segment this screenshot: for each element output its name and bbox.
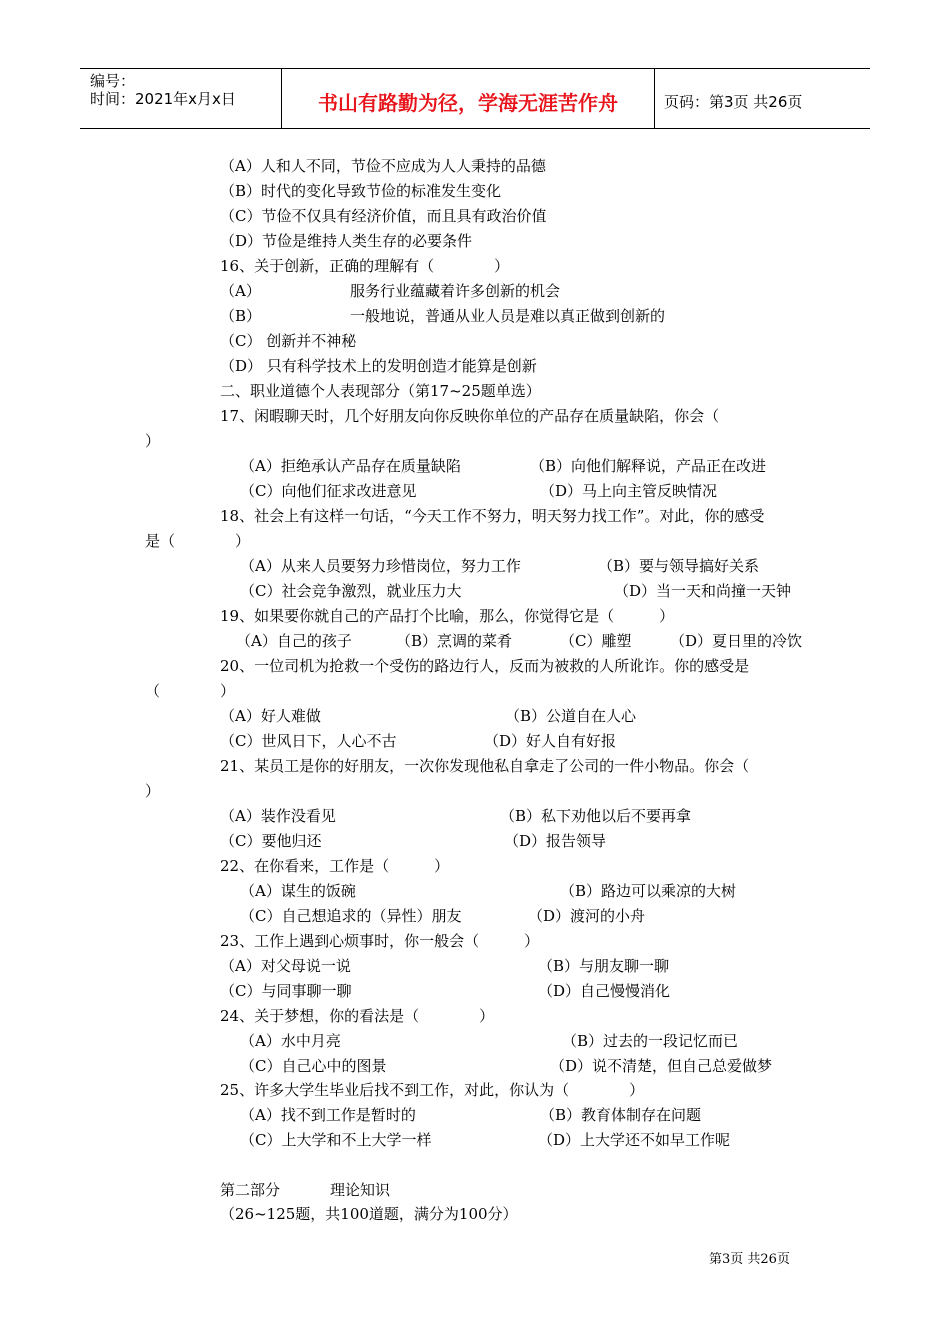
option-line: （D）自己慢慢消化 xyxy=(538,982,671,1000)
option-line: （B）与朋友聊一聊 xyxy=(538,957,670,975)
header-motto: 书山有路勤为径，学海无涯苦作舟 xyxy=(318,91,618,115)
question-20: 20、一位司机为抢救一个受伤的路边行人，反而为被救的人所讹诈。你的感受是 xyxy=(220,657,750,675)
option-text: 一般地说，普通从业人员是难以真正做到创新的 xyxy=(350,307,666,325)
question-17: 17、闲暇聊天时，几个好朋友向你反映你单位的产品存在质量缺陷，你会（ xyxy=(220,407,720,425)
option-line: （A）从来人员要努力珍惜岗位，努力工作 xyxy=(240,557,521,575)
option-line: （C）世风日下，人心不古 xyxy=(220,732,397,750)
part-heading: 第二部分 xyxy=(220,1181,281,1199)
option-line: （B）烹调的菜肴 xyxy=(396,632,513,650)
option-line: （D）马上向主管反映情况 xyxy=(540,482,718,500)
option-line: （A）人和人不同，节俭不应成为人人秉持的品德 xyxy=(220,157,546,175)
option-line: （A）自己的孩子 xyxy=(236,632,352,650)
header-time-label: 时间：2021年x月x日 xyxy=(90,90,236,108)
option-line: （D）当一天和尚撞一天钟 xyxy=(614,582,792,600)
option-line: （A）拒绝承认产品存在质量缺陷 xyxy=(240,457,461,475)
header-top-rule xyxy=(80,68,870,69)
option-line: （A）水中月亮 xyxy=(240,1032,341,1050)
option-line: （C）向他们征求改进意见 xyxy=(240,482,417,500)
question-22: 22、在你看来，工作是（ ） xyxy=(220,857,450,875)
option-line: （D）说不清楚，但自己总爱做梦 xyxy=(550,1057,773,1075)
option-marker: （A） xyxy=(220,282,261,300)
option-marker: （B） xyxy=(220,307,262,325)
option-line: （A）对父母说一说 xyxy=(220,957,351,975)
header-bottom-rule xyxy=(80,128,870,129)
option-line: （A）好人难做 xyxy=(220,707,321,725)
option-line: （B）公道自在人心 xyxy=(505,707,637,725)
section-heading: 二、职业道德个人表现部分（第17~25题单选） xyxy=(220,382,541,400)
option-line: （B）路边可以乘凉的大树 xyxy=(560,882,737,900)
part-heading-title: 理论知识 xyxy=(330,1181,391,1199)
question-16: 16、关于创新，正确的理解有（ ） xyxy=(220,257,510,275)
question-20-cont: （ ） xyxy=(145,682,236,700)
option-line: （C）与同事聊一聊 xyxy=(220,982,352,1000)
option-line: （D）渡河的小舟 xyxy=(528,907,646,925)
option-line: （A）谋生的饭碗 xyxy=(240,882,356,900)
option-text: 服务行业蕴藏着许多创新的机会 xyxy=(350,282,561,300)
option-line: （A）装作没看见 xyxy=(220,807,336,825)
question-17-cont: ） xyxy=(145,432,161,450)
header-number-label: 编号： xyxy=(90,72,136,90)
option-line: （C）社会竞争激烈，就业压力大 xyxy=(240,582,462,600)
option-line: （C）要他归还 xyxy=(220,832,322,850)
option-line: （C） 创新并不神秘 xyxy=(220,332,357,350)
option-line: （D）夏日里的冷饮 xyxy=(670,632,803,650)
question-21-cont: ） xyxy=(145,782,161,800)
option-line: （B）向他们解释说，产品正在改进 xyxy=(530,457,767,475)
question-24: 24、关于梦想，你的看法是（ ） xyxy=(220,1007,495,1025)
option-line: （B）时代的变化导致节俭的标准发生变化 xyxy=(220,182,502,200)
option-line: （D）好人自有好报 xyxy=(484,732,617,750)
header-divider-right xyxy=(654,68,655,128)
header-page-label: 页码：第3页 共26页 xyxy=(664,93,803,111)
option-line: （A）找不到工作是暂时的 xyxy=(240,1106,416,1124)
question-18-cont: 是（ ） xyxy=(145,532,251,550)
option-line: （C）节俭不仅具有经济价值，而且具有政治价值 xyxy=(220,207,547,225)
option-line: （B）私下劝他以后不要再拿 xyxy=(500,807,692,825)
option-line: （D）报告领导 xyxy=(504,832,607,850)
question-19: 19、如果要你就自己的产品打个比喻，那么，你觉得它是（ ） xyxy=(220,607,675,625)
option-line: （C）自己心中的图景 xyxy=(240,1057,387,1075)
question-21: 21、某员工是你的好朋友，一次你发现他私自拿走了公司的一件小物品。你会（ xyxy=(220,757,750,775)
option-line: （D）上大学还不如早工作呢 xyxy=(538,1131,731,1149)
option-line: （B）过去的一段记忆而已 xyxy=(562,1032,739,1050)
option-line: （C）雕塑 xyxy=(560,632,632,650)
option-line: （D） 只有科学技术上的发明创造才能算是创新 xyxy=(220,357,537,375)
footer-page-number: 第3页 共26页 xyxy=(709,1252,790,1267)
option-line: （C）上大学和不上大学一样 xyxy=(240,1131,432,1149)
option-line: （C）自己想追求的（异性）朋友 xyxy=(240,907,462,925)
option-line: （B）要与领导搞好关系 xyxy=(598,557,760,575)
question-23: 23、工作上遇到心烦事时，你一般会（ ） xyxy=(220,932,540,950)
part-subtitle: （26~125题，共100道题，满分为100分） xyxy=(220,1205,518,1223)
option-line: （D）节俭是维持人类生存的必要条件 xyxy=(220,232,473,250)
question-25: 25、许多大学生毕业后找不到工作，对此，你认为（ ） xyxy=(220,1081,645,1099)
option-line: （B）教育体制存在问题 xyxy=(540,1106,702,1124)
question-18: 18、社会上有这样一句话，“今天工作不努力，明天努力找工作”。对此，你的感受 xyxy=(220,507,765,525)
